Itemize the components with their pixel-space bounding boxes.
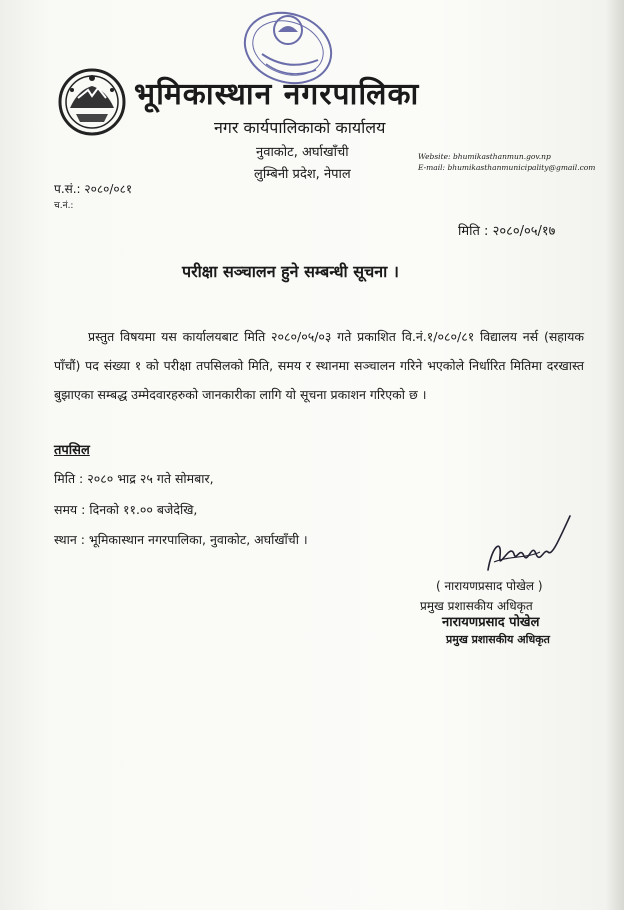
dispatch-number: च.नं.: (54, 201, 74, 211)
address-line-2: लुम्बिनी प्रदेश, नेपाल (254, 167, 351, 182)
notice-title: परीक्षा सञ्चालन हुने सम्बन्धी सूचना । (182, 262, 399, 281)
signatory-name-stamp: नारायणप्रसाद पोखेल (442, 615, 540, 630)
address-line-1: नुवाकोट, अर्घाखाँची (256, 145, 349, 160)
handwritten-signature (478, 512, 574, 584)
signatory-title-handwritten: प्रमुख प्रशासकीय अधिकृत (420, 599, 533, 613)
website-text: Website: bhumikasthanmun.gov.np (418, 152, 551, 161)
exam-date-line: मिति : २०८० भाद्र २५ गते सोमबार, (54, 471, 214, 486)
exam-place-line: स्थान : भूमिकास्थान नगरपालिका, नुवाकोट, अर्घाखाँची । (54, 532, 308, 547)
exam-time-line: समय : दिनको ११.०० बजेदेखि, (54, 502, 198, 517)
signatory-name-handwritten: ( नारायणप्रसाद पोखेल ) (436, 579, 543, 593)
signatory-title-stamp: प्रमुख प्रशासकीय अधिकृत (446, 633, 550, 646)
nepal-emblem-icon (58, 68, 126, 136)
details-heading: तपसिल (54, 443, 90, 458)
organization-name: भूमिकास्थान नगरपालिका (134, 77, 420, 112)
email-text: E-mail: bhumikasthanmunicipality@gmail.com (418, 163, 596, 172)
notice-body: प्रस्तुत विषयमा यस कार्यालयबाट मिति २०८०/०५/०३ गते प्रकाशित वि.नं.१/०८०/८१ विद्यालय नर्स (सहायक पाँचौं) पद संख्या १ को परीक्षा तपसिलको मिति, समय र स्थानमा सञ्चालन गरिने भएकोले निर्धारित मितिमा दरखास्त बुझाएका सम्बद्ध उम्मेदवारहरुको जानकारीका लागि यो सूचना प्रकाशन गरिएको छ । (54, 329, 584, 402)
issue-date: मिति : २०८०/०५/१७ (458, 224, 556, 239)
office-name: नगर कार्यपालिकाको कार्यालय (214, 118, 386, 137)
letter-number: प.सं.: २०८०/०८१ (54, 182, 133, 196)
